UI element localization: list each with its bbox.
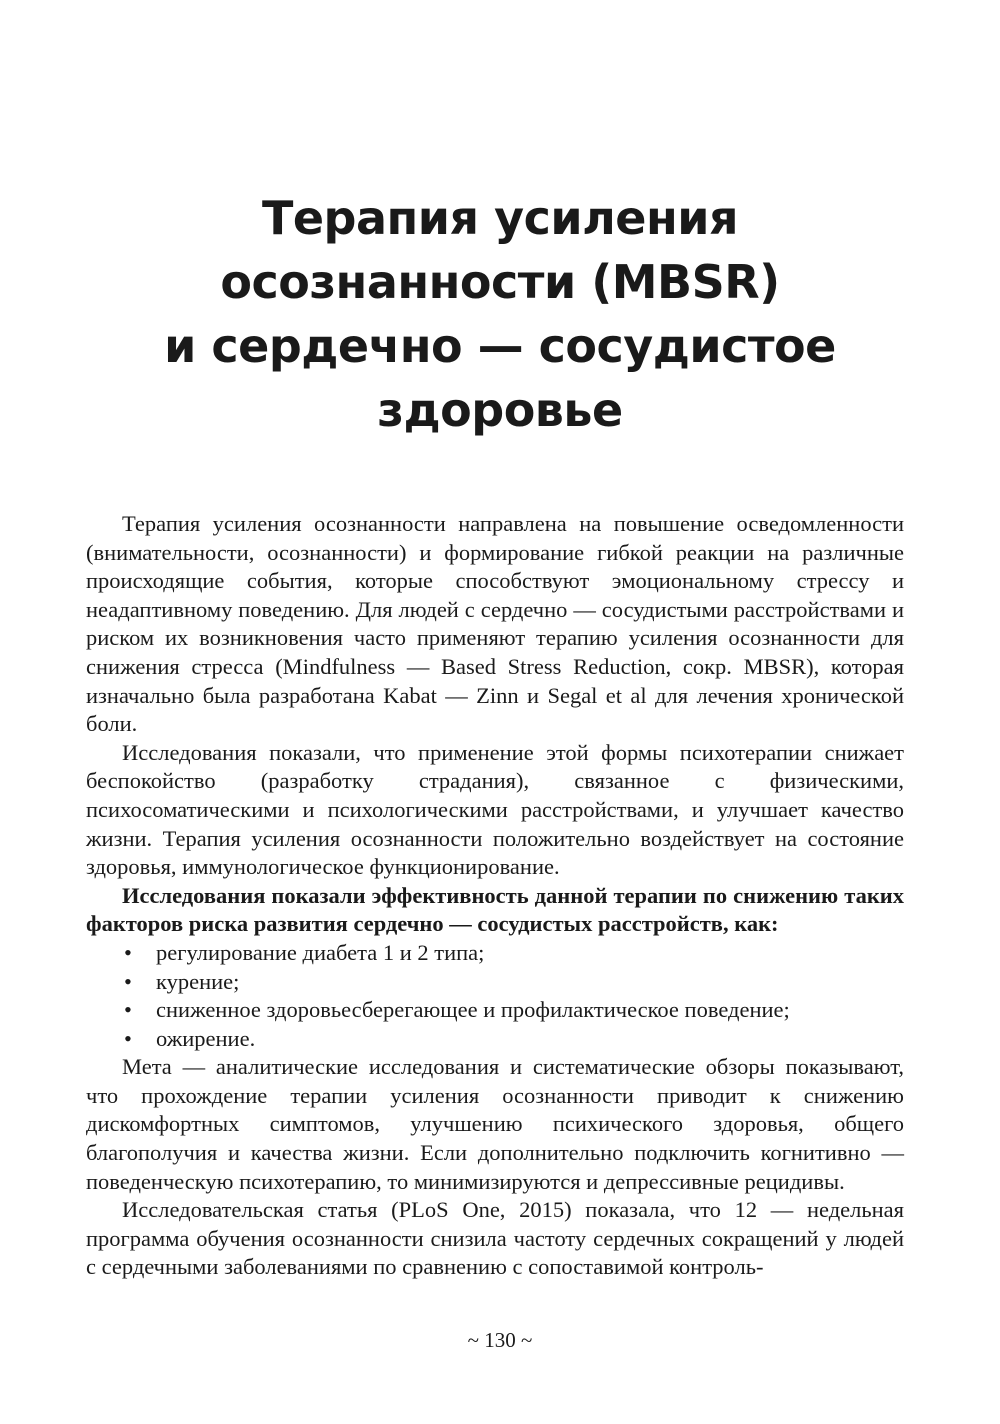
page-number: ~ 130 ~ bbox=[467, 1328, 533, 1352]
bullet-icon: • bbox=[124, 968, 132, 994]
list-item-text: сниженное здоровьесберегающее и профилактическое поведение; bbox=[156, 997, 790, 1023]
bullet-icon: • bbox=[124, 939, 132, 965]
paragraph-intro: Терапия усиления осознанности направлена на повышение осведомленности (внимательности, осознанности) и формирование гибкой реакции на различные происходящие события, которые способствуют эмоциональному стрессу и неадаптивному поведению. Для людей с сердечно — сосудистыми расстройствами и риском их возникновения часто применяют терапию усиления осознанности для снижения стресса (Mindfulness — Based Stress Reduction, сокр. MBSR), которая изначально была разработана Kabat — Zinn и Segal et al для лечения хронической боли. bbox=[86, 511, 904, 737]
list-item-text: регулирование диабета 1 и 2 типа; bbox=[156, 939, 485, 965]
list-item-text: ожирение. bbox=[156, 1025, 256, 1051]
chapter-title-line: и сердечно — сосудистое bbox=[164, 319, 836, 373]
list-item bbox=[86, 968, 904, 997]
paragraph-risk-factors-heading: Исследования показали эффективность данной терапии по снижению таких факторов риска развития сердечно — сосудистых расстройств, как: bbox=[86, 882, 904, 937]
paragraph-meta-analysis: Мета — аналитические исследования и систематические обзоры показывают, что прохождение терапии усиления осознанности приводит к снижению дискомфортных симптомов, улучшению психического здоровья, общего благополучия и качества жизни. Если дополнительно подключить когнитивно — поведенческую психотерапию, то минимизируются и депрессивные рецидивы. bbox=[86, 1054, 904, 1194]
paragraph-plos-study: Исследовательская статья (PLoS One, 2015) показала, что 12 — недельная программа обучения осознанности снизила частоту сердечных сокращений у людей с сердечными заболеваниями по сравнению с сопоставимой контроль- bbox=[86, 1197, 904, 1280]
list-item bbox=[86, 1025, 904, 1054]
chapter-title-line: Терапия усиления bbox=[261, 191, 739, 245]
bullet-icon: • bbox=[124, 1025, 132, 1051]
chapter-title-line: здоровье bbox=[377, 383, 623, 437]
chapter-title-line: осознанности (MBSR) bbox=[220, 255, 780, 309]
list-item bbox=[86, 996, 904, 1025]
body-text bbox=[86, 510, 904, 1282]
list-item bbox=[86, 939, 904, 968]
chapter-title bbox=[120, 186, 880, 442]
list-item-text: курение; bbox=[156, 968, 240, 994]
bullet-icon: • bbox=[124, 997, 132, 1023]
risk-factors-list bbox=[86, 939, 904, 1053]
paragraph-research-findings: Исследования показали, что применение этой формы психотерапии снижает беспокойство (разработку страдания), связанное с физическими, психосоматическими и психологическими расстройствами, и улучшает качество жизни. Терапия усиления осознанности положительно воздействует на состояние здоровья, иммунологическое функционирование. bbox=[86, 739, 904, 880]
